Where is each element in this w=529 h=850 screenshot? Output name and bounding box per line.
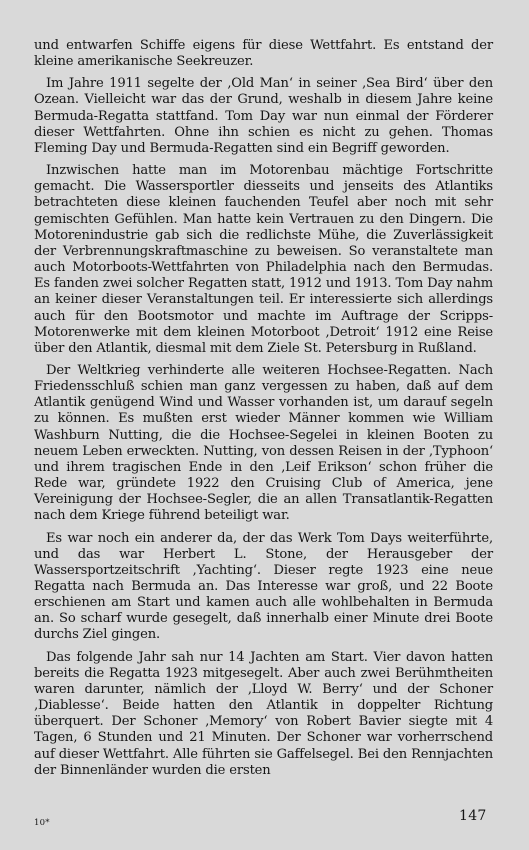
paragraph-3: Inzwischen hatte man im Motorenbau mächtige Fortschritte gemacht. Die Wassersportler diesseits und jenseits des Atlantiks betrachteten diese kleinen fauchenden Teufel aber noch mit sehr gemischten Gefühlen. Man hatte kein Vertrauen zu den Dingern. Die Motorenindustrie gab sich die redlichste Mühe, die Zuverlässigkeit der Verbrennungskraftmaschine zu beweisen. So veranstaltete man auch Motorboots-Wettfahrten von Philadelphia nach den Bermudas. Es fanden zwei solcher Regatten statt, 1912 und 1913. Tom Day nahm an keiner dieser Veranstaltungen teil. Er interessierte sich allerdings auch für den Bootsmotor und machte im Auftrage der Scripps-Motorenwerke mit dem kleinen Motorboot ‚Detroit‘ 1912 eine Reise über den Atlantik, diesmal mit dem Ziele St. Petersburg in Rußland. <box>34 163 493 356</box>
page-number: 147 <box>459 808 487 824</box>
paragraph-1: und entwarfen Schiffe eigens für diese Wettfahrt. Es entstand der kleine amerikanische Seekreuzer. <box>34 38 493 70</box>
page-signature: 10* <box>34 818 50 828</box>
page-text <box>34 38 493 785</box>
paragraph-6: Das folgende Jahr sah nur 14 Jachten am Start. Vier davon hatten bereits die Regatta 1923 mitgesegelt. Aber auch zwei Berühmtheiten waren darunter, nämlich der ‚Lloyd W. Berry‘ und der Schoner ‚Diablesse‘. Beide hatten den Atlantik in doppelter Richtung überquert. Der Schoner ‚Memory‘ von Robert Bavier siegte mit 4 Tagen, 6 Stunden und 21 Minuten. Der Schoner war vorherrschend auf dieser Wettfahrt. Alle führten sie Gaffelsegel. Bei den Rennjachten der Binnenländer wurden die ersten <box>34 649 493 778</box>
paragraph-5: Es war noch ein anderer da, der das Werk Tom Days weiterführte, und das war Herbert L. Stone, der Herausgeber der Wassersportzeitschrift ‚Yachting‘. Dieser regte 1923 eine neue Regatta nach Bermuda an. Das Interesse war groß, und 22 Boote erschienen am Start und kamen auch alle wohlbehalten in Bermuda an. So scharf wurde gesegelt, daß innerhalb einer Minute drei Boote durchs Ziel gingen. <box>34 530 493 643</box>
paragraph-4: Der Weltkrieg verhinderte alle weiteren Hochsee-Regatten. Nach Friedensschluß schien man ganz vergessen zu haben, daß auf dem Atlantik genügend Wind und Wasser vorhanden ist, um darauf segeln zu können. Es mußten erst wieder Männer kommen wie William Washburn Nutting, die die Hochsee-Segelei in kleinen Booten zu neuem Leben erweckten. Nutting, von dessen Reisen in der ‚Typhoon‘ und ihrem tragischen Ende in den ‚Leif Erikson‘ schon früher die Rede war, gründete 1922 den Cruising Club of America, jene Vereinigung der Hochsee-Segler, die an allen Transatlantik-Regatten nach dem Kriege führend beteiligt war. <box>34 362 493 524</box>
paragraph-2: Im Jahre 1911 segelte der ‚Old Man‘ in seiner ‚Sea Bird‘ über den Ozean. Vielleicht war das der Grund, weshalb in diesem Jahre keine Bermuda-Regatta stattfand. Tom Day war nun einmal der Förderer dieser Wettfahrten. Ohne ihn schien es nicht zu gehen. Thomas Fleming Day und Bermuda-Regatten sind ein Begriff geworden. <box>34 76 493 156</box>
